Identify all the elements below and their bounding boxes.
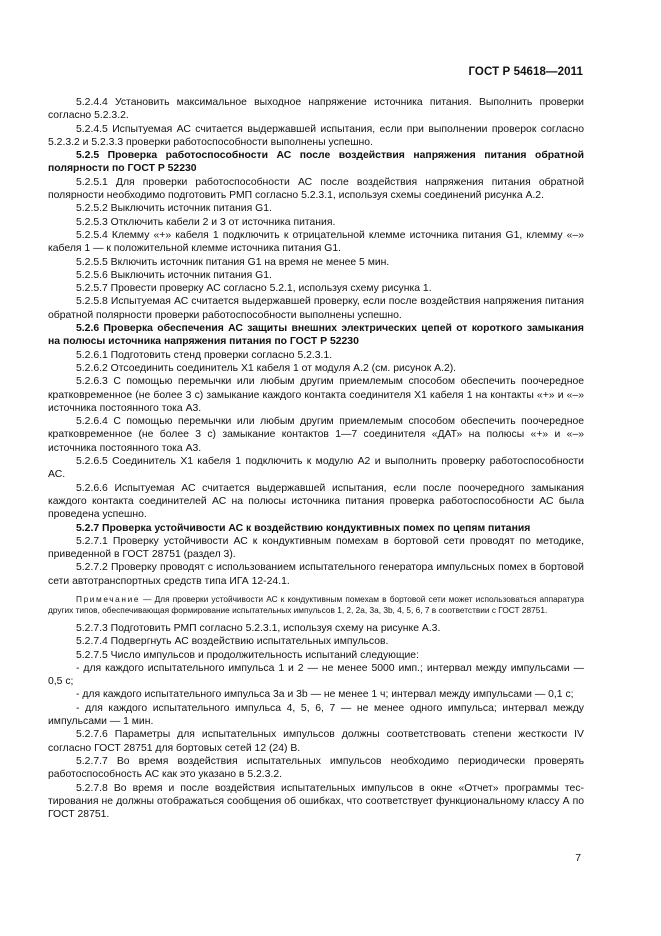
paragraph: 5.2.6.3 С помощью перемычки или любым другим приемлемым способом обеспечить поочередное кратковременное (не более 3 с) замыкание каждого контакта соединителя Х1 кабеля 1 на контакты «+» и «–» источника постоянного тока А3. — [48, 376, 584, 414]
paragraph: 5.2.6.6 Испытуемая АС считается выдержавшей испытания, если после поочередного замыкания каждого контакта соединителей АС на полюсы источника питания проверка работоспособности АС была проведена успешно. — [48, 482, 584, 521]
paragraph: 5.2.7.2 Проверку проводят с использованием испытательного генератора импульсных помех в бортовой сети автотранспортных средств типа ИГА 12-24.1. — [48, 562, 584, 587]
paragraph: 5.2.7.4 Подвергнуть АС воздействию испытательных импульсов. — [76, 636, 389, 648]
section-heading: 5.2.6 Проверка обеспечения АС защиты внешних электрических цепей от короткого замыкания на полюсы источника напряжения питания по ГОСТ Р 52230 — [48, 323, 584, 348]
paragraph: 5.2.7.6 Параметры для испытательных импульсов должны соответствовать степени жесткости IV согласно ГОСТ 28751 для бортовых сетей 12 (24) В. — [48, 729, 584, 754]
paragraph: 5.2.4.4 Установить максимальное выходное напряжение источника питания. Выполнить проверки согласно 5.2.3.2. — [48, 97, 584, 122]
paragraph: 5.2.4.5 Испытуемая АС считается выдержавшей испытания, если при выполнении проверок согласно 5.2.3.2 и 5.2.3.3 проверки работоспособности выполнены успешно. — [48, 123, 584, 148]
section-heading: 5.2.7 Проверка устойчивости АС к воздействию кондуктивных помех по цепям питания — [76, 522, 531, 534]
list-item: - для каждого испытательного импульса 1 и 2 — не менее 5000 имп.; интервал между импульсами — 0,5 с; — [48, 662, 584, 688]
paragraph: 5.2.6.1 Подготовить стенд проверки согласно 5.2.3.1. — [76, 349, 333, 361]
paragraph: 5.2.5.8 Испытуемая АС считается выдержавшей проверку, если после воздействия напряжения питания обратной полярности проверки работоспособности выполнены успешно. — [48, 296, 584, 321]
paragraph: 5.2.5.3 Отключить кабели 2 и 3 от источника питания. — [76, 216, 336, 228]
page-number: 7 — [575, 853, 581, 864]
note — [48, 594, 584, 617]
paragraph: 5.2.7.7 Во время воздействия испытательных импульсов необходимо периодически проверять работоспособность АС как это указано в 5.2.3.2. — [48, 755, 584, 781]
note-text: — Для проверки устойчивости АС к кондуктивным помехам в бортовой сети может использоваться аппаратура других типов, обеспечивающая формирование испытательных импульсов 1, 2, 2а, 3а, 3b, 4, 5, 6, 7 в соответствии с ГОСТ 28751. — [48, 593, 584, 616]
paragraph: 5.2.5.5 Включить источник питания G1 на время не менее 5 мин. — [76, 256, 390, 268]
paragraph: 5.2.5.2 Выключить источник питания G1. — [76, 203, 272, 215]
paragraph: 5.2.7.5 Число импульсов и продолжительность испытаний следующие: — [76, 649, 419, 661]
paragraph: 5.2.6.4 С помощью перемычки или любым другим приемлемым способом обеспечить поочередное кратковременное (не более 3 с) замыкание контактов 1—7 соединителя «ДАТ» на полюсы «+» и «–» источника постоянного тока А3. — [48, 416, 584, 454]
paragraph: 5.2.7.3 Подготовить РМП согласно 5.2.3.1, используя схему на рисунке А.3. — [76, 622, 441, 634]
paragraph: 5.2.6.5 Соединитель Х1 кабеля 1 подключить к модулю А2 и выполнить проверку работоспособности АС. — [48, 456, 584, 481]
list-item: - для каждого испытательного импульса 4, 5, 6, 7 — не менее одного импульса; интервал между импульсами — 1 мин. — [48, 702, 584, 728]
list-item: - для каждого испытательного импульса 3а и 3b — не менее 1 ч; интервал между импульсами — 0,1 с; — [76, 689, 574, 701]
paragraph: 5.2.7.1 Проверку устойчивости АС к кондуктивным помехам в бортовой сети проводят по методике, приведенной в ГОСТ 28751 (раздел 3). — [48, 535, 584, 561]
paragraph: 5.2.7.8 Во время и после воздействия испытательных импульсов в окне «Отчет» программы тестирования не должны отображаться сообщения об ошибках, что соответствует функциональному классу А по ГОСТ 28751. — [48, 782, 584, 821]
paragraph: 5.2.5.1 Для проверки работоспособности АС после воздействия напряжения питания обратной полярности необходимо подготовить РМП согласно 5.2.3.1, используя схемы соединений рисунка А.2. — [48, 176, 584, 202]
paragraph: 5.2.5.6 Выключить источник питания G1. — [76, 269, 272, 281]
paragraph: 5.2.5.4 Клемму «+» кабеля 1 подключить к отрицательной клемме источника питания G1, клемму «–» кабеля 1 — к положительной клемме источника питания G1. — [48, 229, 584, 255]
note-label: Примечание — [76, 593, 141, 604]
section-heading: 5.2.5 Проверка работоспособности АС после воздействия напряжения питания обратной полярности по ГОСТ Р 52230 — [48, 150, 584, 175]
paragraph: 5.2.5.7 Провести проверку АС согласно 5.2.1, используя схему рисунка 1. — [76, 283, 432, 295]
paragraph: 5.2.6.2 Отсоединить соединитель Х1 кабеля 1 от модуля А.2 (см. рисунок А.2). — [76, 362, 457, 374]
document-header: ГОСТ Р 54618—2011 — [468, 66, 583, 78]
document-body — [48, 96, 584, 821]
